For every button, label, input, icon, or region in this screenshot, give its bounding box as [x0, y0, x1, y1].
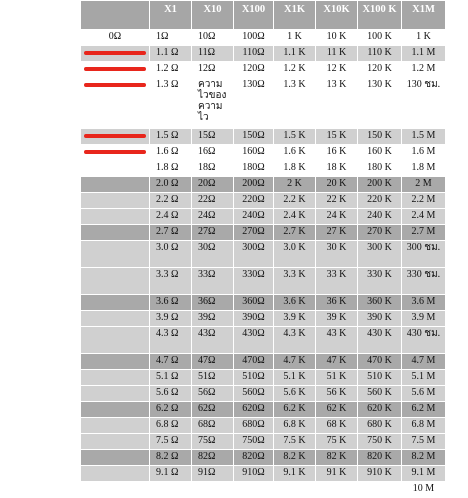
table-cell: 180Ω — [234, 161, 274, 177]
table-cell: 1.1 K — [274, 46, 316, 62]
table-row — [81, 482, 446, 498]
table-cell: 7.5 Ω — [150, 434, 192, 450]
table-row — [81, 62, 446, 78]
table-cell: 30 K — [316, 241, 358, 268]
table-cell: 100 K — [358, 30, 402, 46]
table-cell: 6.2 Ω — [150, 402, 192, 418]
table-cell: 270 K — [358, 225, 402, 241]
table-cell: 36Ω — [192, 295, 234, 311]
table-cell: 2.4 K — [274, 209, 316, 225]
table-cell: 15Ω — [192, 129, 234, 145]
table-cell: 22 K — [316, 193, 358, 209]
table-cell: 91Ω — [192, 466, 234, 482]
table-cell: 2.4 Ω — [150, 209, 192, 225]
table-cell — [358, 482, 402, 498]
table-cell: 16Ω — [192, 145, 234, 161]
table-cell: 1.5 M — [402, 129, 446, 145]
table-cell: 5.1 K — [274, 370, 316, 386]
table-cell: 62 K — [316, 402, 358, 418]
resistor-multiplier-table — [80, 0, 446, 498]
table-row — [81, 311, 446, 327]
red-strike-mark — [84, 150, 146, 154]
red-strike-mark — [84, 51, 146, 55]
table-row — [81, 295, 446, 311]
table-cell — [234, 482, 274, 498]
table-cell: 8.2 K — [274, 450, 316, 466]
table-cell: 27Ω — [192, 225, 234, 241]
table-row — [81, 450, 446, 466]
table-cell: 3.9 K — [274, 311, 316, 327]
table-cell: 3.9 Ω — [150, 311, 192, 327]
table-cell: 82 K — [316, 450, 358, 466]
header-cell: X1M — [402, 1, 446, 30]
table-cell: 300Ω — [234, 241, 274, 268]
table-cell: 6.8 M — [402, 418, 446, 434]
table-row — [81, 177, 446, 193]
base-value-cell — [81, 145, 150, 161]
table-cell: 75Ω — [192, 434, 234, 450]
table-cell: 4.7 Ω — [150, 354, 192, 370]
table-cell: 820Ω — [234, 450, 274, 466]
table-cell: 1.2 K — [274, 62, 316, 78]
table-row — [81, 78, 446, 129]
table-row — [81, 46, 446, 62]
table-row — [81, 418, 446, 434]
base-value-cell — [81, 386, 150, 402]
table-cell: 9.1 M — [402, 466, 446, 482]
table-header-row — [81, 1, 446, 30]
red-strike-mark — [84, 134, 146, 138]
table-row — [81, 225, 446, 241]
table-cell: ความไวของความไว — [192, 78, 234, 129]
base-value-cell — [81, 434, 150, 450]
table-cell: 510 K — [358, 370, 402, 386]
table-cell: 1.8 Ω — [150, 161, 192, 177]
table-cell: 150 K — [358, 129, 402, 145]
table-cell: 150Ω — [234, 129, 274, 145]
table-cell: 130Ω — [234, 78, 274, 129]
table-cell: 160Ω — [234, 145, 274, 161]
header-cell: X1K — [274, 1, 316, 30]
table-cell: 560 K — [358, 386, 402, 402]
table-cell: 2.2 K — [274, 193, 316, 209]
table-cell: 130 K — [358, 78, 402, 129]
table-cell — [274, 482, 316, 498]
table-cell: 47Ω — [192, 354, 234, 370]
table-cell: 5.6 M — [402, 386, 446, 402]
header-cell: X100 K — [358, 1, 402, 30]
table-cell: 1.5 Ω — [150, 129, 192, 145]
table-cell: 24 K — [316, 209, 358, 225]
table-cell: 6.2 K — [274, 402, 316, 418]
table-cell: 3.0 Ω — [150, 241, 192, 268]
table-cell: 680 K — [358, 418, 402, 434]
table-cell: 220Ω — [234, 193, 274, 209]
table-cell: 68Ω — [192, 418, 234, 434]
base-value-cell: 0Ω — [81, 30, 150, 46]
table-cell: 1.6 K — [274, 145, 316, 161]
table-cell: 360 K — [358, 295, 402, 311]
table-cell: 560Ω — [234, 386, 274, 402]
table-cell: 2.4 M — [402, 209, 446, 225]
table-cell: 1.8 M — [402, 161, 446, 177]
table-cell: 43 K — [316, 327, 358, 354]
table-cell: 68 K — [316, 418, 358, 434]
table-cell: 9.1 Ω — [150, 466, 192, 482]
base-value-cell — [81, 450, 150, 466]
table-cell: 430 K — [358, 327, 402, 354]
resistor-table-container — [80, 0, 446, 498]
table-cell: 4.3 K — [274, 327, 316, 354]
table-cell: 120 K — [358, 62, 402, 78]
header-cell: X100 — [234, 1, 274, 30]
table-cell: 330 K — [358, 268, 402, 295]
table-row — [81, 145, 446, 161]
table-cell: 430 ชม. — [402, 327, 446, 354]
table-cell: 1.3 Ω — [150, 78, 192, 129]
table-row — [81, 161, 446, 177]
table-cell: 2.7 M — [402, 225, 446, 241]
table-cell: 10 M — [402, 482, 446, 498]
table-row — [81, 354, 446, 370]
table-cell — [316, 482, 358, 498]
table-cell: 750 K — [358, 434, 402, 450]
base-value-cell — [81, 193, 150, 209]
table-cell: 200 K — [358, 177, 402, 193]
table-cell: 1Ω — [150, 30, 192, 46]
table-cell: 22Ω — [192, 193, 234, 209]
table-cell: 33 K — [316, 268, 358, 295]
table-cell: 2.2 M — [402, 193, 446, 209]
table-cell: 180 K — [358, 161, 402, 177]
table-cell: 2 M — [402, 177, 446, 193]
table-cell: 3.6 Ω — [150, 295, 192, 311]
table-cell: 36 K — [316, 295, 358, 311]
table-cell: 43Ω — [192, 327, 234, 354]
table-body — [81, 30, 446, 498]
header-cell: X10 — [192, 1, 234, 30]
table-row — [81, 193, 446, 209]
table-cell: 160 K — [358, 145, 402, 161]
table-cell: 820 K — [358, 450, 402, 466]
table-cell: 4.7 M — [402, 354, 446, 370]
table-row — [81, 434, 446, 450]
table-cell: 51Ω — [192, 370, 234, 386]
table-cell: 1 K — [274, 30, 316, 46]
table-cell: 47 K — [316, 354, 358, 370]
table-cell: 75 K — [316, 434, 358, 450]
table-cell: 1.6 Ω — [150, 145, 192, 161]
table-cell: 3.6 K — [274, 295, 316, 311]
table-cell: 1.3 K — [274, 78, 316, 129]
table-cell: 6.8 K — [274, 418, 316, 434]
table-row — [81, 327, 446, 354]
table-cell: 27 K — [316, 225, 358, 241]
table-cell: 11Ω — [192, 46, 234, 62]
table-row — [81, 129, 446, 145]
table-cell: 16 K — [316, 145, 358, 161]
table-cell: 680Ω — [234, 418, 274, 434]
base-value-cell — [81, 327, 150, 354]
table-cell: 1.8 K — [274, 161, 316, 177]
table-cell: 5.6 K — [274, 386, 316, 402]
table-cell: 4.3 Ω — [150, 327, 192, 354]
table-cell: 10 K — [316, 30, 358, 46]
table-cell: 2.7 Ω — [150, 225, 192, 241]
table-cell: 3.3 Ω — [150, 268, 192, 295]
table-cell: 130 ชม. — [402, 78, 446, 129]
table-cell: 110 K — [358, 46, 402, 62]
header-cell: X10K — [316, 1, 358, 30]
red-strike-mark — [84, 67, 146, 71]
table-cell: 110Ω — [234, 46, 274, 62]
base-value-cell — [81, 161, 150, 177]
table-cell: 240 K — [358, 209, 402, 225]
table-cell: 13 K — [316, 78, 358, 129]
table-cell: 7.5 K — [274, 434, 316, 450]
table-cell: 1.1 M — [402, 46, 446, 62]
table-cell: 56 K — [316, 386, 358, 402]
table-row — [81, 268, 446, 295]
base-value-cell — [81, 209, 150, 225]
base-value-cell — [81, 225, 150, 241]
red-strike-mark — [84, 83, 146, 87]
base-value-cell — [81, 418, 150, 434]
table-cell: 3.0 K — [274, 241, 316, 268]
table-cell: 11 K — [316, 46, 358, 62]
table-row — [81, 370, 446, 386]
table-cell: 430Ω — [234, 327, 274, 354]
table-cell: 91 K — [316, 466, 358, 482]
base-value-cell — [81, 46, 150, 62]
table-cell: 1.1 Ω — [150, 46, 192, 62]
table-row — [81, 386, 446, 402]
base-value-cell — [81, 295, 150, 311]
table-cell: 30Ω — [192, 241, 234, 268]
table-cell: 56Ω — [192, 386, 234, 402]
table-cell: 330 ชม. — [402, 268, 446, 295]
table-cell: 24Ω — [192, 209, 234, 225]
table-cell: 300 K — [358, 241, 402, 268]
table-cell: 4.7 K — [274, 354, 316, 370]
table-cell — [192, 482, 234, 498]
table-cell: 2.0 Ω — [150, 177, 192, 193]
table-cell: 9.1 K — [274, 466, 316, 482]
base-value-cell — [81, 177, 150, 193]
table-cell: 8.2 Ω — [150, 450, 192, 466]
table-cell: 6.2 M — [402, 402, 446, 418]
table-cell: 82Ω — [192, 450, 234, 466]
base-value-cell — [81, 370, 150, 386]
table-cell: 100Ω — [234, 30, 274, 46]
table-row — [81, 209, 446, 225]
table-cell: 390 K — [358, 311, 402, 327]
table-cell: 1.2 M — [402, 62, 446, 78]
table-cell: 33Ω — [192, 268, 234, 295]
header-cell — [81, 1, 150, 30]
table-cell: 18Ω — [192, 161, 234, 177]
base-value-cell — [81, 129, 150, 145]
table-cell: 10Ω — [192, 30, 234, 46]
table-cell — [150, 482, 192, 498]
table-cell: 2 K — [274, 177, 316, 193]
table-cell: 39 K — [316, 311, 358, 327]
table-cell: 470 K — [358, 354, 402, 370]
base-value-cell — [81, 241, 150, 268]
table-cell: 62Ω — [192, 402, 234, 418]
table-cell: 220 K — [358, 193, 402, 209]
table-cell: 200Ω — [234, 177, 274, 193]
base-value-cell — [81, 402, 150, 418]
table-cell: 7.5 M — [402, 434, 446, 450]
table-cell: 15 K — [316, 129, 358, 145]
table-cell: 390Ω — [234, 311, 274, 327]
table-cell: 8.2 M — [402, 450, 446, 466]
table-cell: 2.2 Ω — [150, 193, 192, 209]
table-cell: 470Ω — [234, 354, 274, 370]
base-value-cell — [81, 268, 150, 295]
base-value-cell — [81, 482, 150, 498]
table-cell: 3.3 K — [274, 268, 316, 295]
table-row — [81, 241, 446, 268]
table-cell: 5.1 M — [402, 370, 446, 386]
table-cell: 620 K — [358, 402, 402, 418]
table-cell: 240Ω — [234, 209, 274, 225]
table-cell: 6.8 Ω — [150, 418, 192, 434]
table-cell: 300 ชม. — [402, 241, 446, 268]
table-cell: 20Ω — [192, 177, 234, 193]
base-value-cell — [81, 62, 150, 78]
table-cell: 5.1 Ω — [150, 370, 192, 386]
table-cell: 120Ω — [234, 62, 274, 78]
table-cell: 620Ω — [234, 402, 274, 418]
table-cell: 510Ω — [234, 370, 274, 386]
table-cell: 2.7 K — [274, 225, 316, 241]
base-value-cell — [81, 78, 150, 129]
table-cell: 910 K — [358, 466, 402, 482]
table-cell: 750Ω — [234, 434, 274, 450]
table-cell: 1.6 M — [402, 145, 446, 161]
table-cell: 12Ω — [192, 62, 234, 78]
table-cell: 3.6 M — [402, 295, 446, 311]
table-cell: 1.5 K — [274, 129, 316, 145]
table-cell: 20 K — [316, 177, 358, 193]
table-cell: 39Ω — [192, 311, 234, 327]
table-cell: 270Ω — [234, 225, 274, 241]
table-cell: 330Ω — [234, 268, 274, 295]
table-row — [81, 30, 446, 46]
table-cell: 51 K — [316, 370, 358, 386]
table-cell: 360Ω — [234, 295, 274, 311]
table-row — [81, 402, 446, 418]
table-cell: 5.6 Ω — [150, 386, 192, 402]
table-cell: 3.9 M — [402, 311, 446, 327]
header-cell: X1 — [150, 1, 192, 30]
table-cell: 18 K — [316, 161, 358, 177]
base-value-cell — [81, 354, 150, 370]
table-cell: 910Ω — [234, 466, 274, 482]
base-value-cell — [81, 311, 150, 327]
table-cell: 12 K — [316, 62, 358, 78]
table-cell: 1.2 Ω — [150, 62, 192, 78]
table-cell: 1 K — [402, 30, 446, 46]
